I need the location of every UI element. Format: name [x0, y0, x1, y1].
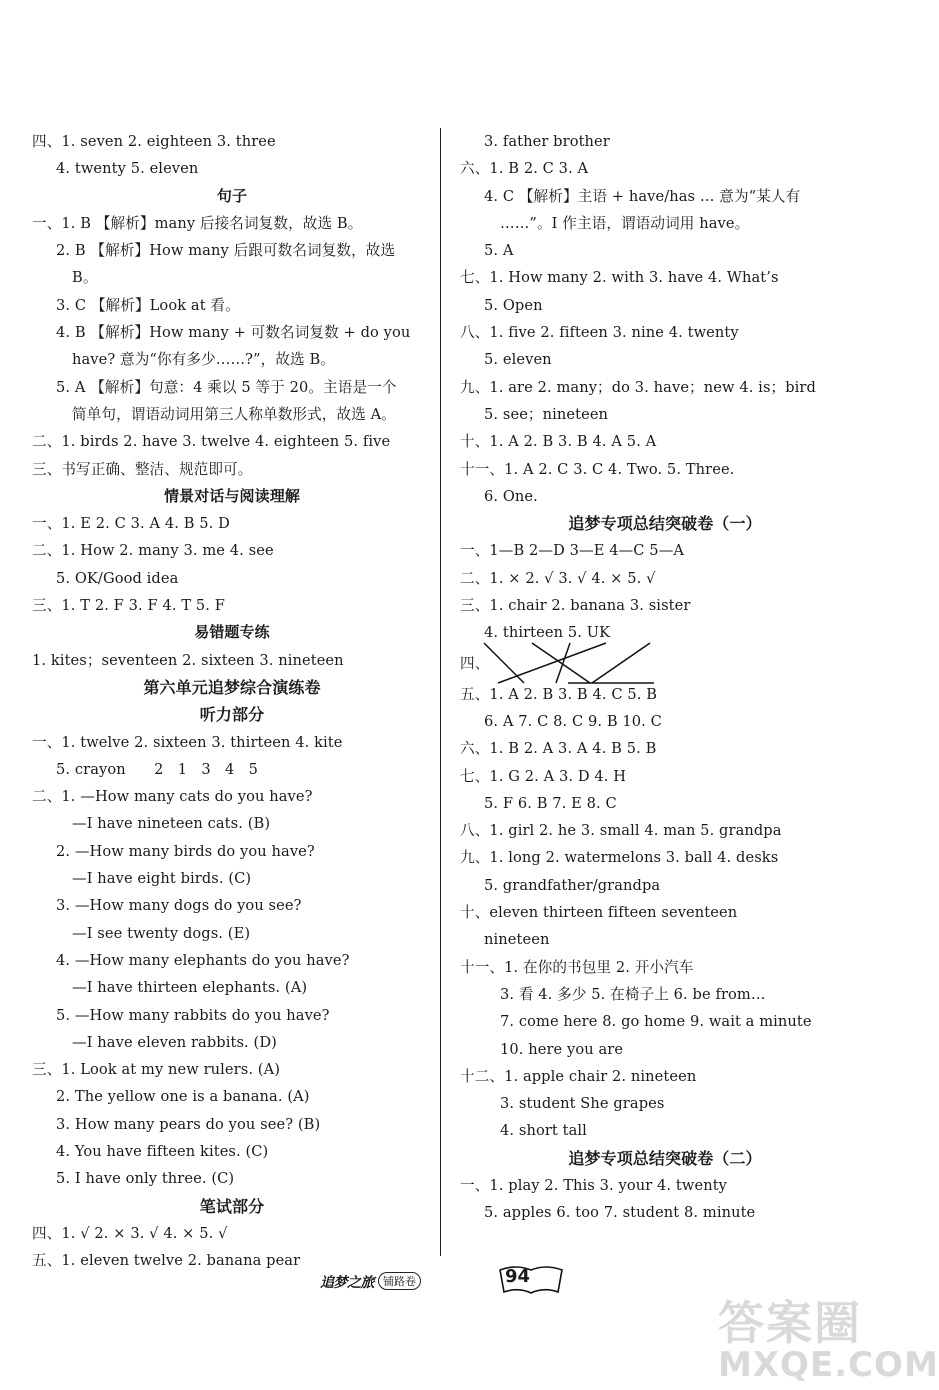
answer-line: 一、1. twelve 2. sixteen 3. thirteen 4. kite — [32, 733, 343, 751]
answer-line: 十、eleven thirteen fifteen seventeen — [460, 904, 738, 922]
answer-line: 4. short tall — [500, 1122, 587, 1140]
answer-line: 十二、1. apple chair 2. nineteen — [460, 1067, 697, 1085]
section-heading: 追梦专项总结突破卷（二） — [568, 1148, 762, 1168]
answer-line: 5. I have only three. (C) — [56, 1170, 235, 1188]
answer-line: 五、1. A 2. B 3. B 4. C 5. B — [460, 685, 658, 703]
answer-line: 4. thirteen 5. UK — [484, 624, 611, 642]
matching-answer — [460, 647, 870, 681]
answer-line: 八、1. girl 2. he 3. small 4. man 5. grandpa — [460, 822, 782, 840]
answer-line: 3. How many pears do you see? (B) — [56, 1115, 321, 1133]
answer-line: 2. The yellow one is a banana. (A) — [56, 1088, 310, 1106]
answer-line: 3. father brother — [484, 133, 610, 150]
watermark-url: MXQE.COM — [718, 1345, 939, 1385]
answer-line: 四、1. √ 2. × 3. √ 4. × 5. √ — [32, 1224, 228, 1242]
answer-line: 4. C 【解析】主语 + have/has … 意为“某人有 — [484, 187, 801, 205]
left-column — [32, 128, 432, 1274]
answer-line: 七、1. How many 2. with 3. have 4. What’s — [460, 269, 779, 287]
answer-line: 4. twenty 5. eleven — [56, 160, 199, 178]
brand-subtitle: 铺路卷 — [378, 1272, 421, 1290]
answer-line: 4. —How many elephants do you have? — [56, 951, 350, 969]
watermark-text: 答案圈 — [718, 1296, 862, 1350]
section-heading: 情景对话与阅读理解 — [164, 486, 300, 505]
answer-line: 5. see；nineteen — [484, 405, 609, 423]
answer-line: 5. grandfather/grandpa — [484, 876, 661, 894]
brand-logo: 追梦之旅 — [320, 1275, 374, 1291]
answer-line: 六、1. B 2. C 3. A — [460, 160, 589, 178]
answer-line: 一、1. B 【解析】many 后接名词复数，故选 B。 — [32, 214, 363, 232]
answer-line: —I have thirteen elephants. (A) — [72, 979, 308, 997]
section-heading: 追梦专项总结突破卷（一） — [568, 514, 762, 534]
answer-line: nineteen — [484, 931, 550, 949]
answer-line: 3. C 【解析】Look at 看。 — [56, 296, 240, 314]
answer-line: 三、1. chair 2. banana 3. sister — [460, 597, 691, 615]
answer-line: 6. One. — [484, 487, 538, 505]
answer-line: 3. 看 4. 多少 5. 在椅子上 6. be from… — [500, 985, 766, 1003]
page-number: 94 — [505, 1266, 531, 1287]
answer-line: 5. apples 6. too 7. student 8. minute — [484, 1204, 756, 1222]
answer-line: —I have eleven rabbits. (D) — [72, 1033, 277, 1051]
answer-line: 5. OK/Good idea — [56, 569, 179, 587]
page-footer — [320, 1262, 580, 1302]
answer-line: 八、1. five 2. fifteen 3. nine 4. twenty — [460, 324, 739, 342]
answer-line: 三、书写正确、整洁、规范即可。 — [32, 460, 253, 478]
answer-line: 二、1. How 2. many 3. me 4. see — [32, 542, 274, 560]
answer-line: —I have nineteen cats. (B) — [72, 815, 271, 833]
answer-line: 5. crayon 2 1 3 4 5 — [56, 760, 258, 778]
right-column — [460, 128, 870, 1227]
answer-line: 三、1. Look at my new rulers. (A) — [32, 1061, 281, 1079]
answer-line: 2. B 【解析】How many 后跟可数名词复数，故选 — [56, 242, 396, 260]
answer-line: 五、1. eleven twelve 2. banana pear — [32, 1252, 301, 1270]
answer-line: 十一、1. 在你的书包里 2. 开小汽车 — [460, 958, 694, 976]
answer-line: 3. —How many dogs do you see? — [56, 897, 302, 915]
answer-line: 十一、1. A 2. C 3. C 4. Two. 5. Three. — [460, 460, 735, 478]
section-heading: 听力部分 — [199, 705, 265, 725]
answer-line: 简单句，谓语动词用第三人称单数形式，故选 A。 — [72, 405, 396, 423]
answer-line: 1. kites；seventeen 2. sixteen 3. nineteen — [32, 651, 344, 669]
answer-line: have? 意为“你有多少……?”，故选 B。 — [72, 351, 335, 369]
answer-label: 四、 — [460, 654, 490, 672]
answer-line: 5. eleven — [484, 351, 552, 369]
answer-line: 六、1. B 2. A 3. A 4. B 5. B — [460, 740, 657, 758]
answer-line: —I see twenty dogs. (E) — [72, 924, 251, 942]
section-heading: 易错题专练 — [194, 623, 270, 642]
answer-line: 二、1. —How many cats do you have? — [32, 788, 313, 806]
answer-line: 九、1. are 2. many；do 3. have；new 4. is；bird — [460, 378, 816, 396]
section-heading: 笔试部分 — [199, 1196, 265, 1216]
answer-line: 7. come here 8. go home 9. wait a minute — [500, 1013, 812, 1031]
answer-line: 5. A — [484, 242, 514, 260]
answer-line: 一、1. E 2. C 3. A 4. B 5. D — [32, 515, 230, 533]
answer-line: 6. A 7. C 8. C 9. B 10. C — [484, 712, 662, 730]
answer-line: 一、1—B 2—D 3—E 4—C 5—A — [460, 542, 685, 560]
column-divider — [440, 128, 441, 1256]
answer-line: 二、1. birds 2. have 3. twelve 4. eighteen 5. five — [32, 433, 391, 451]
unit-title: 第六单元追梦综合演练卷 — [143, 677, 321, 697]
answer-line: 4. You have fifteen kites. (C) — [56, 1142, 269, 1160]
answer-line: B。 — [72, 269, 98, 287]
answer-line: 3. student She grapes — [500, 1095, 665, 1113]
answer-line: ……”。I 作主语，谓语动词用 have。 — [500, 214, 750, 232]
answer-line: 三、1. T 2. F 3. F 4. T 5. F — [32, 597, 226, 615]
answer-line: 二、1. × 2. √ 3. √ 4. × 5. √ — [460, 569, 656, 587]
answer-line: 一、1. play 2. This 3. your 4. twenty — [460, 1176, 728, 1194]
answer-line: 5. Open — [484, 296, 543, 314]
answer-line: 4. B 【解析】How many + 可数名词复数 + do you — [56, 324, 411, 342]
answer-line: 5. F 6. B 7. E 8. C — [484, 794, 617, 812]
answer-line: 九、1. long 2. watermelons 3. ball 4. desks — [460, 849, 779, 867]
answer-line: 十、1. A 2. B 3. B 4. A 5. A — [460, 433, 657, 451]
answer-line: 七、1. G 2. A 3. D 4. H — [460, 767, 627, 785]
answer-line: 2. —How many birds do you have? — [56, 842, 315, 860]
answer-line: 10. here you are — [500, 1040, 624, 1058]
answer-line: —I have eight birds. (C) — [72, 870, 252, 888]
answer-line: 5. A 【解析】句意：4 乘以 5 等于 20。主语是一个 — [56, 378, 397, 396]
site-watermark — [718, 1296, 939, 1385]
section-heading: 句子 — [216, 186, 248, 205]
answer-line: 5. —How many rabbits do you have? — [56, 1006, 330, 1024]
answer-line: 四、1. seven 2. eighteen 3. three — [32, 133, 276, 150]
